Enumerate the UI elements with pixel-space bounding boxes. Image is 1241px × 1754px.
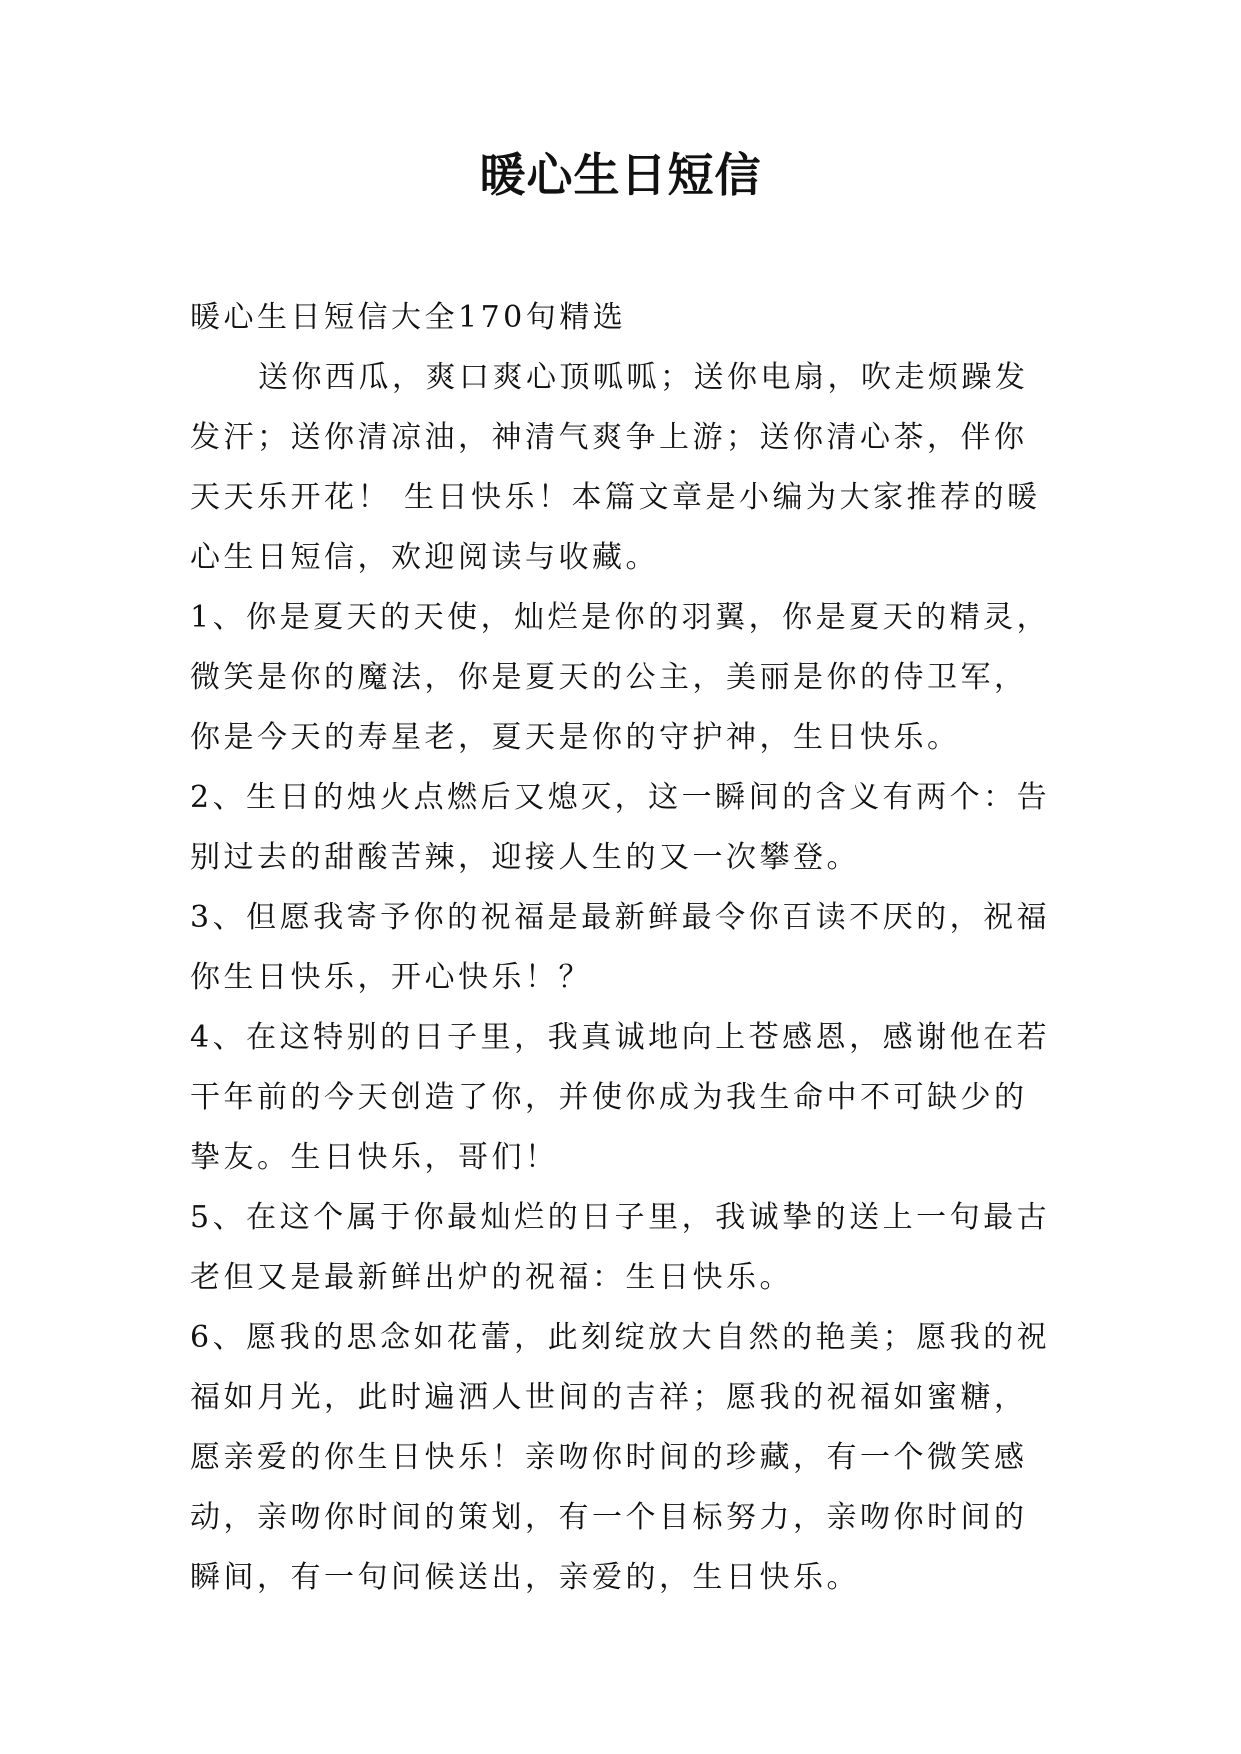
list-item: 4、在这特别的日子里，我真诚地向上苍感恩，感谢他在若干年前的今天创造了你，并使你成为我生命中不可缺少的挚友。生日快乐，哥们！ [190,1020,1051,1175]
list-item: 2、生日的烛火点燃后又熄灭，这一瞬间的含义有两个：告别过去的甜酸苦辣，迎接人生的又一次攀登。 [190,780,1051,875]
list-item: 3、但愿我寄予你的祝福是最新鲜最令你百读不厌的，祝福你生日快乐，开心快乐！？ [190,900,1051,995]
intro-paragraph: 送你西瓜，爽口爽心顶呱呱；送你电扇，吹走烦躁发发汗；送你清凉油，神清气爽争上游；送你清心茶，伴你天天乐开花！ 生日快乐！本篇文章是小编为大家推荐的暖心生日短信，欢迎阅读与收藏。 [190,360,1041,575]
document-body [190,288,1060,1608]
list-item: 1、你是夏天的天使，灿烂是你的羽翼，你是夏天的精灵，微笑是你的魔法，你是夏天的公主，美丽是你的侍卫军，你是今天的寿星老，夏天是你的守护神，生日快乐。 [190,600,1051,755]
list-item: 5、在这个属于你最灿烂的日子里，我诚挚的送上一句最古老但又是最新鲜出炉的祝福：生日快乐。 [190,1200,1051,1295]
list-item: 6、愿我的思念如花蕾，此刻绽放大自然的艳美；愿我的祝福如月光，此时遍洒人世间的吉祥；愿我的祝福如蜜糖，愿亲爱的你生日快乐！亲吻你时间的珍藏，有一个微笑感动，亲吻你时间的策划，有一个目标努力，亲吻你时间的瞬间，有一句问候送出，亲爱的，生日快乐。 [190,1320,1051,1595]
document-title: 暖心生日短信 [479,148,762,202]
document-subtitle: 暖心生日短信大全170句精选 [190,300,627,335]
